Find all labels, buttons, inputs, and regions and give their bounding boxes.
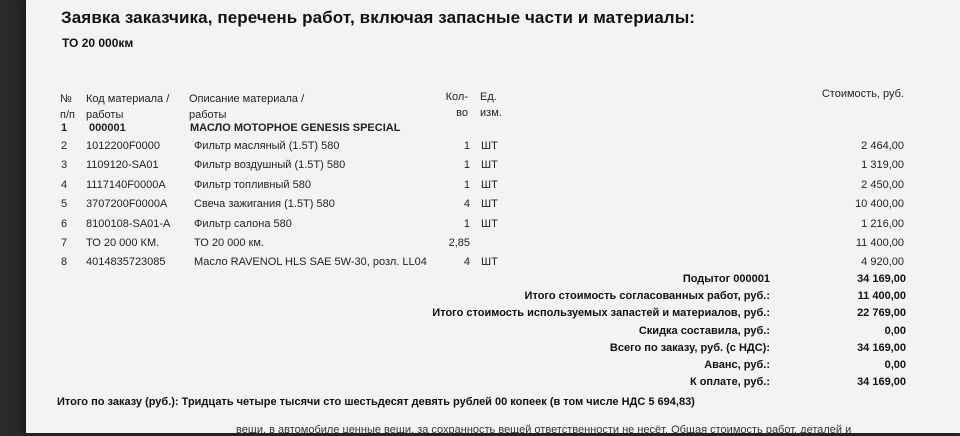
row-num: 3	[61, 159, 68, 172]
row-code: 8100108-SA01-A	[86, 217, 171, 230]
row-description: Фильтр салона 580	[194, 217, 292, 230]
summary-label: Скидка составила, руб.:	[638, 324, 770, 337]
summary-label: Итого стоимость используемых запастей и материалов, руб.:	[432, 307, 770, 320]
row-unit: ШТ	[481, 217, 498, 230]
header-description: Описание материала / работы	[189, 93, 305, 121]
row-qty: 4	[463, 256, 470, 269]
row-description: Свеча зажигания (1.5T) 580	[194, 198, 335, 211]
row-num: 6	[61, 217, 68, 230]
row-code: 4014835723085	[86, 256, 166, 269]
group-row-description: МАСЛО МОТОРНОЕ GENESIS SPECIAL	[190, 122, 401, 134]
truncated-terms-line: вещи, в автомобиле ценные вещи, за сохранность вещей ответственности не несёт. Общая стоимость работ, деталей и	[236, 424, 852, 436]
group-row-code: 000001	[89, 122, 126, 134]
summary-value: 34 169,00	[857, 341, 906, 354]
row-unit: ШТ	[481, 159, 498, 172]
header-num: № п/п	[60, 93, 75, 121]
row-unit: ШТ	[481, 256, 498, 269]
document-subtitle: ТО 20 000км	[62, 36, 134, 50]
row-num: 8	[61, 256, 68, 269]
row-unit: ШТ	[481, 178, 498, 191]
row-qty: 4	[463, 198, 470, 211]
summary-label: Подытог 000001	[682, 273, 770, 285]
row-num: 2	[61, 140, 68, 152]
header-code: Код материала / работы	[86, 93, 170, 121]
row-cost: 1 216,00	[861, 217, 904, 230]
row-unit: ШТ	[481, 198, 498, 211]
row-description: Фильтр масляный (1.5T) 580	[194, 140, 340, 152]
summary-value: 11 400,00	[857, 290, 906, 303]
row-qty: 1	[463, 140, 470, 152]
summary-value: 34 169,00	[857, 376, 906, 389]
group-row-num: 1	[61, 122, 68, 134]
row-qty: 1	[463, 217, 470, 230]
row-description: ТО 20 000 км.	[194, 237, 264, 249]
document-title: Заявка заказчика, перечень работ, включая запасные части и материалы:	[61, 8, 696, 27]
row-cost: 2 450,00	[861, 178, 904, 191]
row-qty: 1	[463, 159, 470, 172]
row-code: 1109120-SA01	[86, 159, 159, 172]
row-code: ТО 20 000 КМ.	[86, 237, 160, 249]
row-description: Фильтр топливный 580	[194, 178, 311, 191]
row-cost: 1 319,00	[861, 159, 904, 172]
row-num: 4	[61, 178, 68, 191]
summary-value: 0,00	[884, 359, 906, 371]
row-code: 1012200F0000	[86, 140, 161, 152]
summary-label: Итого стоимость согласованных работ, руб.:	[524, 290, 770, 303]
summary-label: Аванс, руб.:	[704, 359, 770, 371]
summary-value: 0,00	[884, 324, 906, 337]
header-cost: Стоимость, руб.	[821, 88, 904, 100]
header-qty: Кол- во	[445, 91, 468, 119]
row-code: 3707200F0000A	[86, 198, 168, 211]
row-qty: 2,85	[448, 237, 470, 249]
total-in-words: Итого по заказу (руб.): Тридцать четыре тысячи сто шестьдесят девять рублей 00 копеек (в том числе НДС 5 694,83)	[57, 396, 695, 408]
summary-label: К оплате, руб.:	[689, 376, 770, 389]
summary-value: 22 769,00	[857, 307, 906, 320]
row-num: 5	[61, 198, 68, 211]
summary-value: 34 169,00	[857, 273, 906, 285]
row-unit: ШТ	[481, 140, 498, 152]
document-page	[26, 0, 960, 436]
row-num: 7	[61, 237, 68, 249]
row-code: 1117140F0000A	[86, 178, 166, 191]
row-description: Фильтр воздушный (1.5T) 580	[194, 159, 346, 172]
header-unit: Ед. изм.	[480, 91, 502, 119]
summary-label: Всего по заказу, руб. (с НДС):	[609, 341, 770, 354]
row-cost: 2 464,00	[861, 140, 904, 152]
row-cost: 11 400,00	[855, 237, 904, 249]
row-cost: 4 920,00	[861, 256, 904, 269]
row-description: Масло RAVENOL HLS SAE 5W-30, розл. LL04	[194, 256, 427, 269]
row-cost: 10 400,00	[855, 198, 904, 211]
row-qty: 1	[463, 178, 470, 191]
